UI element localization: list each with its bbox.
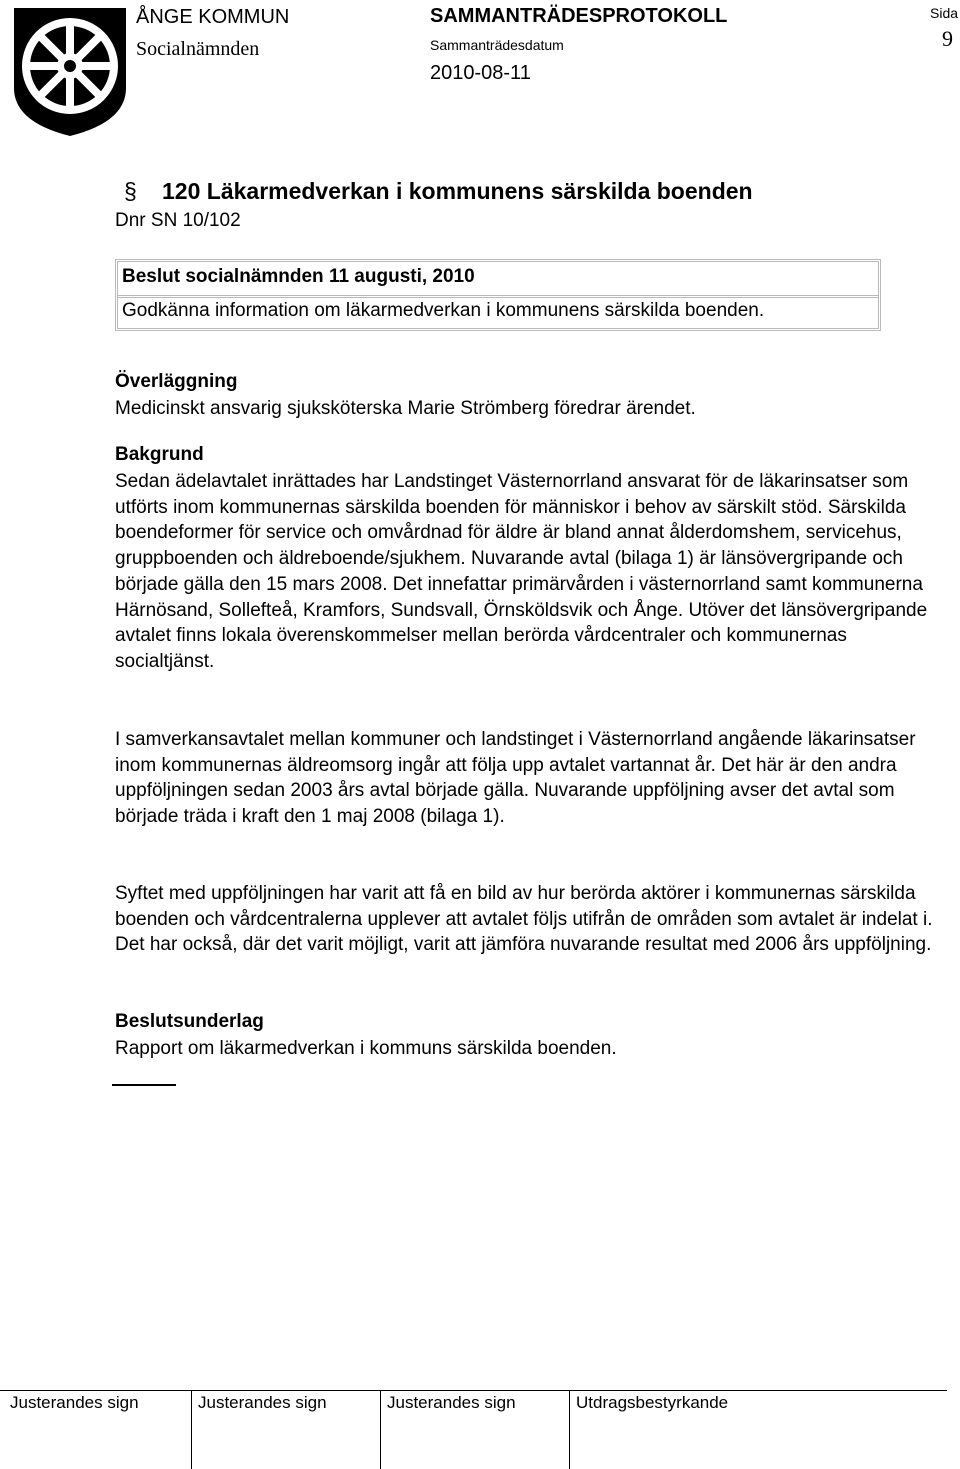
- footer-sign-label-3: Justerandes sign: [387, 1393, 516, 1412]
- end-rule: [112, 1084, 176, 1086]
- meeting-date-label: Sammanträdesdatum: [430, 37, 564, 53]
- department-name: Socialnämnden: [136, 38, 260, 60]
- footer-sign-label-2: Justerandes sign: [198, 1393, 327, 1412]
- background-heading: Bakgrund: [115, 444, 204, 465]
- organization-name: ÅNGE KOMMUN: [136, 6, 290, 28]
- footer-separator: [569, 1391, 570, 1469]
- decision-title: Beslut socialnämnden 11 augusti, 2010: [122, 266, 475, 287]
- decision-box-divider: [118, 295, 878, 298]
- page-number: 9: [942, 26, 953, 51]
- footer-sign-label-1: Justerandes sign: [10, 1393, 139, 1412]
- meeting-date: 2010-08-11: [430, 62, 531, 84]
- footer-separator: [191, 1391, 192, 1469]
- section-heading: [124, 176, 753, 206]
- footer-rule: [0, 1390, 947, 1391]
- background-paragraph-2: I samverkansavtalet mellan kommuner och landstinget i Västernorrland angående läkarinsatser inom kommunernas äldreomsorg ingår att följa upp avtalet vartannat år. Det här är den andra uppföljningen sedan 2003 års avtal började gälla. Nuvarande uppföljning avser det avtal som började träda i kraft den 1 maj 2008 (bilaga 1).: [115, 729, 916, 828]
- footer-certification-label: Utdragsbestyrkande: [576, 1393, 729, 1412]
- basis-text: Rapport om läkarmedverkan i kommuns särskilda boenden.: [115, 1038, 617, 1059]
- ange-kommun-wheel-crest-icon: [8, 4, 132, 138]
- footer-separator: [380, 1391, 381, 1469]
- paragraph-symbol: §: [124, 178, 137, 204]
- section-title: 120 Läkarmedverkan i kommunens särskilda boenden: [162, 178, 753, 204]
- background-paragraph-3: Syftet med uppföljningen har varit att få en bild av hur berörda aktörer i kommunernas särskilda boenden och vårdcentralerna upplever att avtalet följs utifrån de områden som avtalet är indelat i. Det har också, där det varit möjligt, varit att jämföra nuvarande resultat med 2006 års uppföljning.: [115, 883, 933, 956]
- deliberation-text: Medicinskt ansvarig sjuksköterska Marie Strömberg föredrar ärendet.: [115, 398, 696, 419]
- deliberation-heading: Överläggning: [115, 371, 238, 392]
- basis-heading: Beslutsunderlag: [115, 1011, 264, 1032]
- background-paragraph-1: Sedan ädelavtalet inrättades har Landstinget Västernorrland ansvarat för de läkarinsatser som utförts inom kommunernas särskilda boenden för människor i behov av särskilt stöd. Särskilda boendeformer för service och omvårdnad för äldre är bland annat ålderdomshem, servicehus, gruppboenden och äldreboende/sjukhem. Nuvarande avtal (bilaga 1) är länsövergripande och började gälla den 15 mars 2008. Det innefattar primärvården i västernorrland samt kommunerna Härnösand, Sollefteå, Kramfors, Sundsvall, Örnsköldsvik och Ånge. Utöver det länsövergripande avtalet finns lokala överenskommelser mellan berörda vårdcentraler och kommunernas socialtjänst.: [115, 471, 928, 672]
- page-label: Sida: [930, 5, 959, 21]
- document-type: SAMMANTRÄDESPROTOKOLL: [430, 5, 728, 27]
- decision-text: Godkänna information om läkarmedverkan i kommunens särskilda boenden.: [122, 300, 765, 321]
- case-number: Dnr SN 10/102: [115, 210, 241, 231]
